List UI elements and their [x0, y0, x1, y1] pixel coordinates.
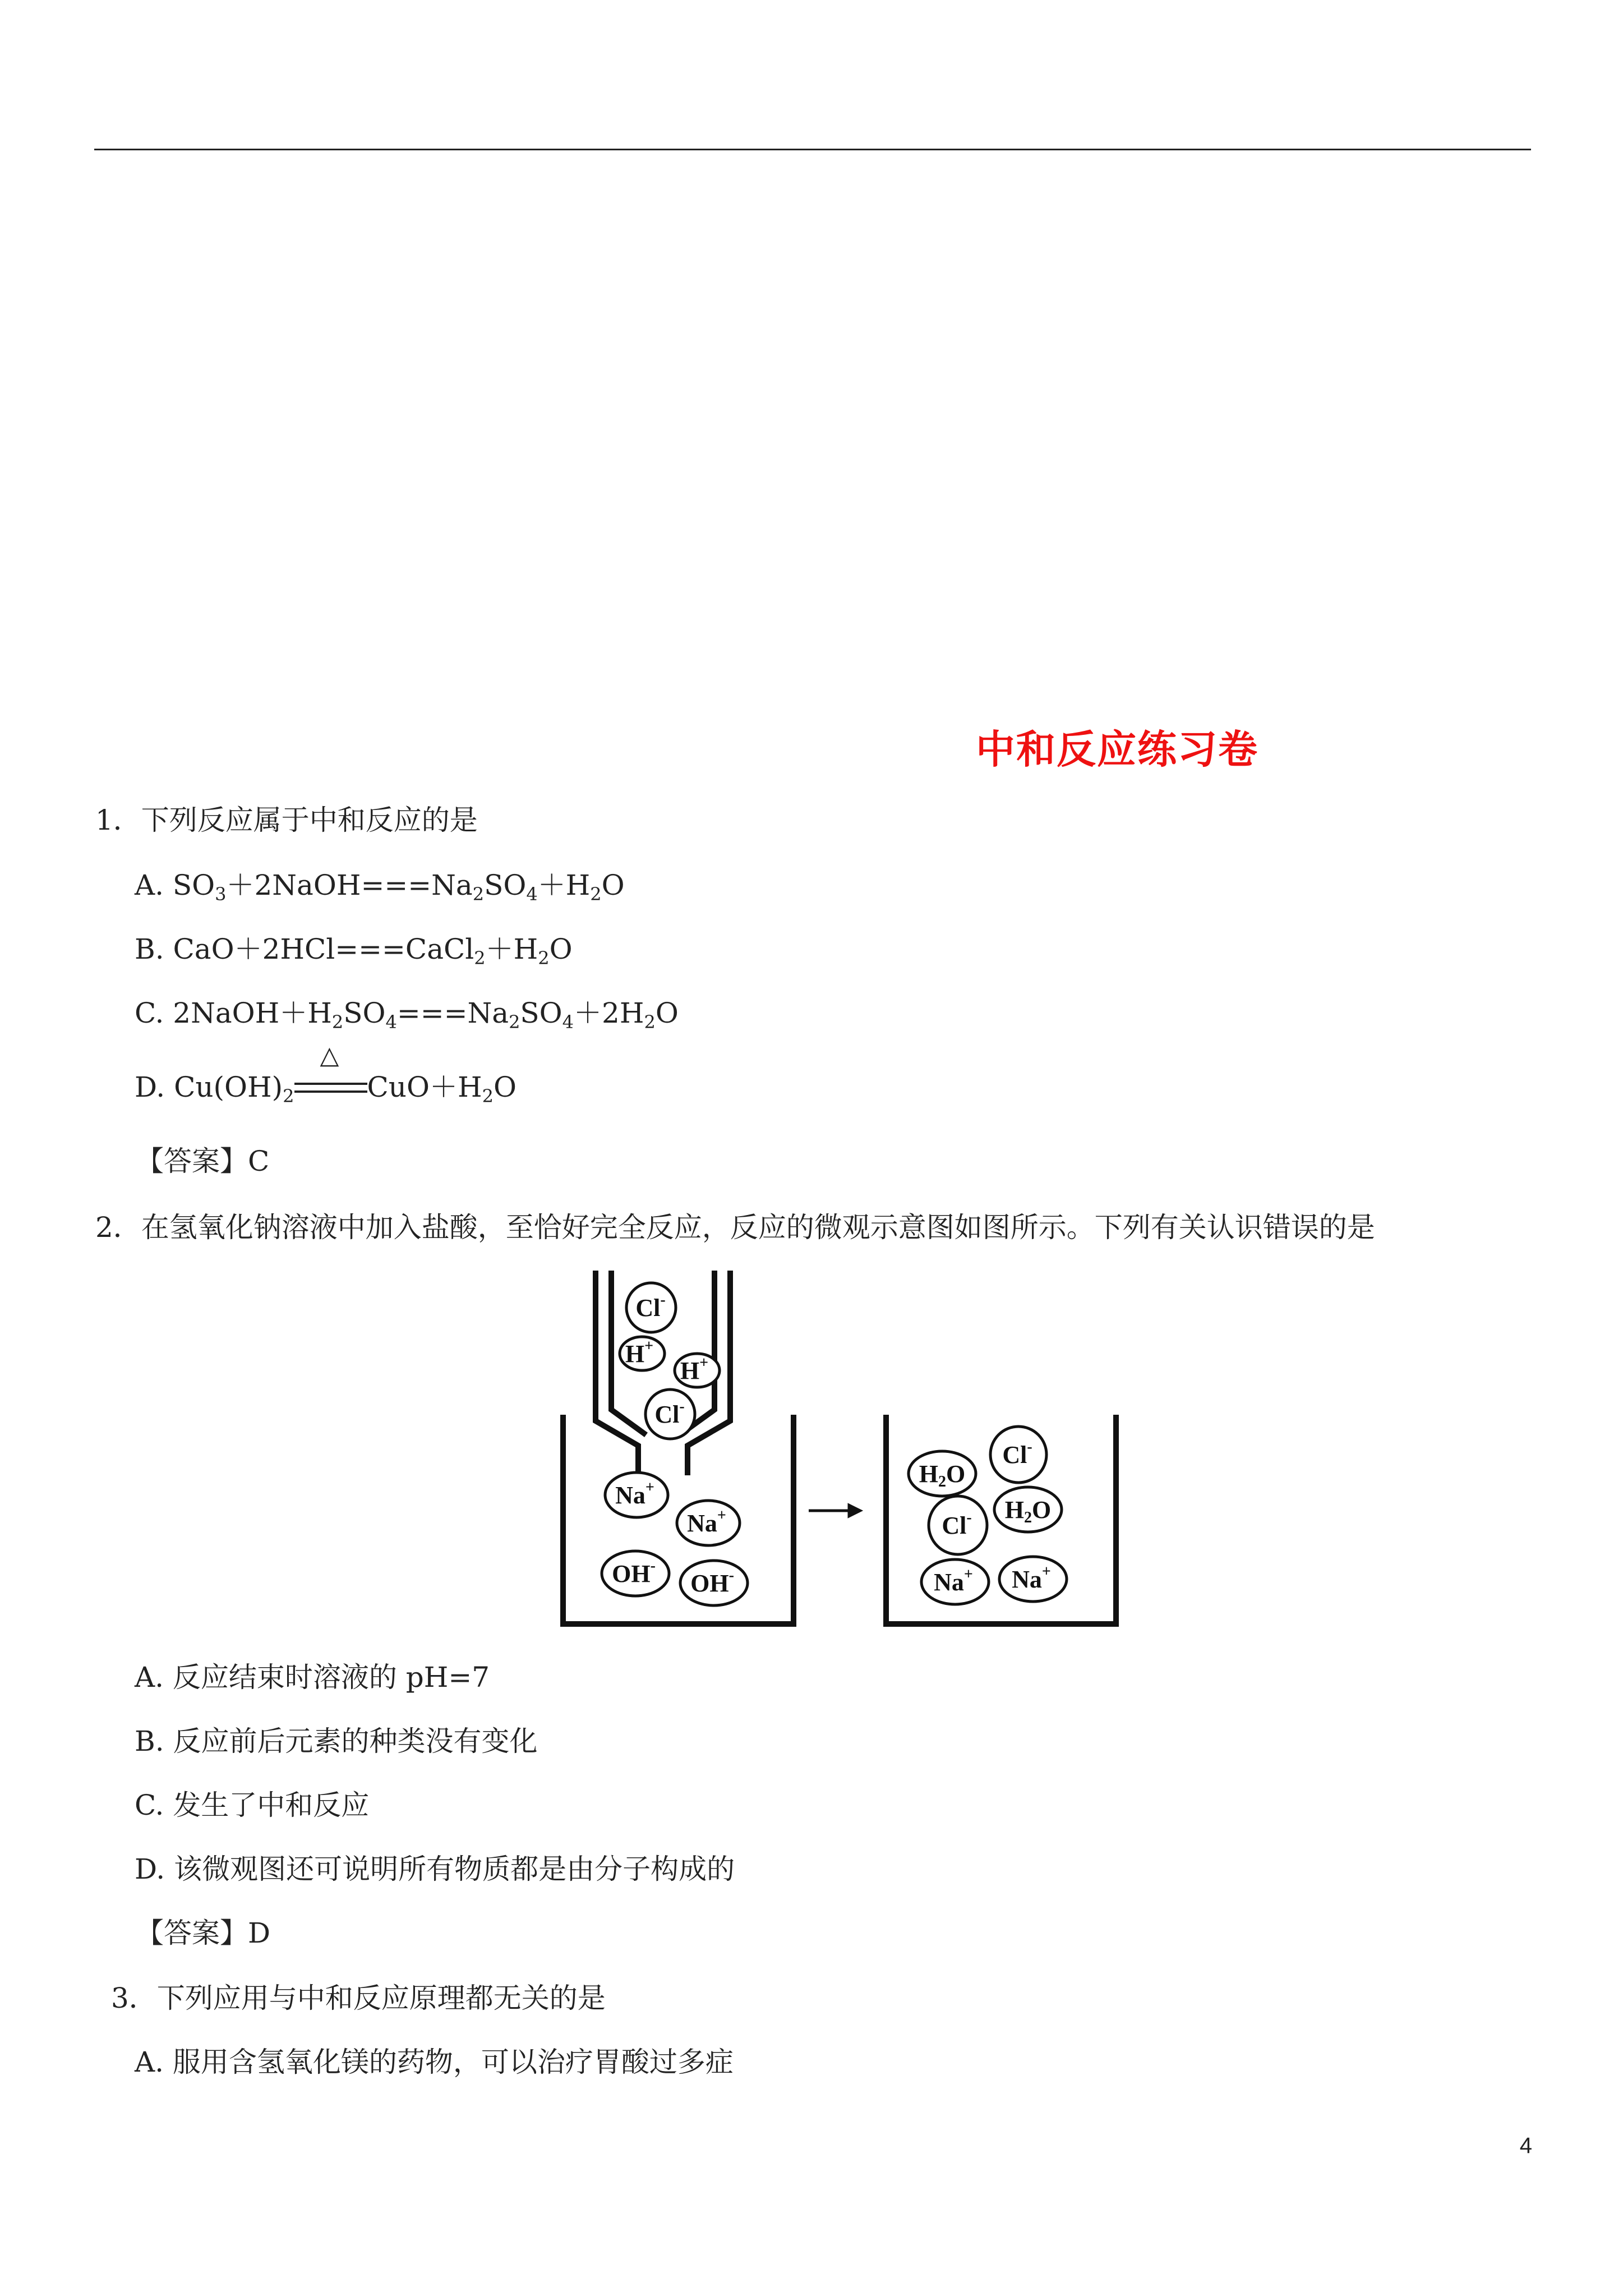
- q1-answer: 【答案】C: [136, 1145, 270, 1177]
- label-na-left-1: Na+: [615, 1479, 654, 1509]
- q1-option-d: D. $Cu(OH)_2$ △ $CuO+H_2O$: [135, 1041, 517, 1107]
- question-1-stem: 1．下列反应属于中和反应的是: [95, 804, 478, 836]
- q2-option-d: D. 该微观图还可说明所有物质都是由分子构成的: [135, 1853, 735, 1885]
- question-2-stem: 2．在氢氧化钠溶液中加入盐酸，至恰好完全反应，反应的微观示意图如图所示。下列有关认识错误的是: [95, 1211, 1375, 1244]
- label-oh-left-2: OH-: [690, 1567, 734, 1597]
- label-na-left-2: Na+: [687, 1507, 726, 1537]
- label-h2o-right-2: H2O: [1004, 1496, 1052, 1526]
- q3-option-a: A. 服用含氢氧化镁的药物，可以治疗胃酸过多症: [135, 2046, 734, 2078]
- label-h-dropper-1: H+: [625, 1337, 654, 1368]
- label-h2o-right-1: H2O: [919, 1460, 966, 1490]
- heating-equals-sign: △: [294, 1070, 367, 1104]
- reaction-arrow: [809, 1503, 863, 1518]
- header-rule: [94, 149, 1531, 150]
- question-3-stem: 3．下列应用与中和反应原理都无关的是: [111, 1982, 606, 2014]
- label-cl-right-2: Cl-: [942, 1509, 972, 1539]
- label-na-right-1: Na+: [934, 1566, 973, 1596]
- label-cl-right-1: Cl-: [1002, 1438, 1032, 1469]
- neutralization-diagram: [555, 1271, 1138, 1635]
- label-cl-dropper-1: Cl-: [635, 1291, 666, 1322]
- label-h-dropper-2: H+: [680, 1354, 709, 1384]
- q1-option-b: B. $CaO+2HCl===CaCl_2+H_2O$: [135, 933, 573, 969]
- q1-option-c: C. $2NaOH+H_2SO_4===Na_2SO_4+2H_2O$: [135, 997, 679, 1033]
- page-number: 4: [1519, 2133, 1532, 2158]
- page-title: 中和反应练习卷: [976, 726, 1258, 772]
- q2-option-a: A. 反应结束时溶液的 pH=7: [135, 1661, 490, 1694]
- q2-option-b: B. 反应前后元素的种类没有变化: [135, 1725, 538, 1757]
- q2-answer: 【答案】D: [136, 1917, 271, 1949]
- label-oh-left-1: OH-: [612, 1557, 656, 1588]
- label-na-right-2: Na+: [1012, 1563, 1051, 1593]
- label-cl-dropper-2: Cl-: [654, 1398, 685, 1428]
- q1-option-a: A. $SO_3+2NaOH===Na_2SO_4+H_2O$: [135, 869, 625, 905]
- q2-option-c: C. 发生了中和反应: [135, 1789, 370, 1821]
